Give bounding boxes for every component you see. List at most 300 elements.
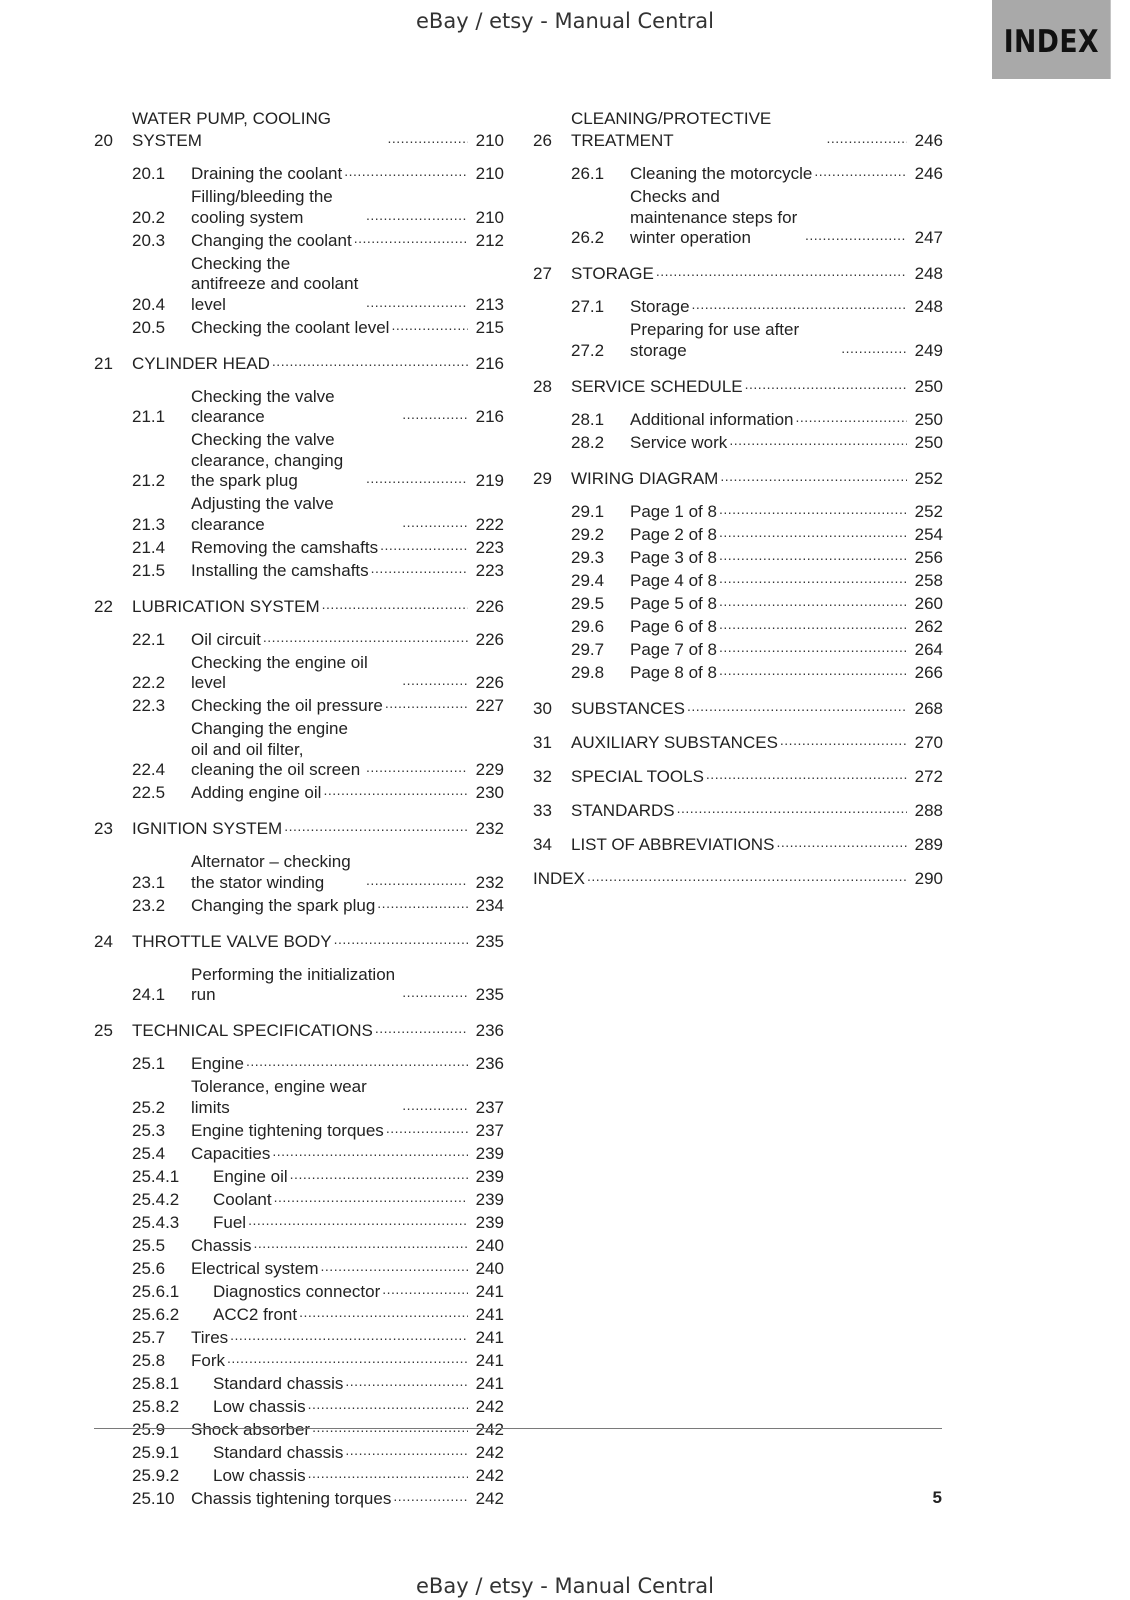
section-number: 25.4.1: [132, 1166, 180, 1186]
page-ref: 240: [475, 1235, 504, 1255]
leader-dots: [354, 228, 468, 249]
section-number: 29.2: [571, 524, 605, 544]
page-ref: 248: [914, 264, 943, 283]
section-title: Page 5 of 8: [630, 593, 717, 613]
chapter-title: AUXILIARY SUBSTANCES: [571, 732, 778, 752]
toc-chapter[interactable]: [94, 596, 504, 618]
page-ref: 246: [914, 131, 943, 150]
section-title: Filling/bleeding the cooling system: [191, 187, 333, 227]
section-number: 26.2: [571, 228, 605, 247]
section-number: 28.2: [571, 432, 605, 452]
leader-dots: [375, 1017, 468, 1039]
page-ref: 239: [475, 1212, 504, 1232]
toc-section[interactable]: [132, 653, 504, 697]
page-ref: 246: [914, 164, 943, 183]
watermark-bottom: eBay / etsy - Manual Central: [416, 1574, 714, 1598]
section-number: 20.3: [132, 230, 166, 250]
toc-section[interactable]: [132, 231, 504, 254]
page-ref: 236: [475, 1021, 504, 1040]
section-title: Electrical system: [191, 1258, 319, 1278]
leader-dots: [382, 1279, 468, 1300]
section-number: 20.1: [132, 164, 166, 183]
toc-section[interactable]: [571, 320, 943, 364]
leader-dots: [386, 1118, 468, 1139]
chapter-number: 30: [533, 698, 552, 718]
page-ref: 240: [475, 1258, 504, 1278]
section-title: Installing the camshafts: [191, 560, 369, 580]
section-title: Coolant: [213, 1189, 272, 1209]
page-ref: 254: [914, 524, 943, 544]
section-number: 29.1: [571, 501, 605, 521]
section-title: Adding engine oil: [191, 783, 322, 802]
section-title: Chassis: [191, 1235, 252, 1255]
page-ref: 262: [914, 616, 943, 636]
section-number: 21.5: [132, 560, 166, 580]
section-number: 29.3: [571, 547, 605, 567]
page-ref: 252: [914, 501, 943, 521]
chapter-number: 29: [533, 468, 552, 488]
section-number: 23.2: [132, 895, 166, 915]
section-title: Tires: [191, 1327, 229, 1347]
page-ref: 235: [475, 931, 504, 951]
leader-dots: [841, 338, 907, 359]
section-number: 25.3: [132, 1120, 166, 1140]
section-title: Cleaning the motorcycle: [630, 164, 813, 183]
toc-section[interactable]: [132, 896, 504, 919]
chapter-number: 20: [94, 131, 113, 150]
toc-section[interactable]: [132, 318, 504, 341]
toc-section[interactable]: [132, 1077, 504, 1121]
leader-dots: [227, 1348, 468, 1369]
leader-dots: [380, 535, 468, 556]
page-ref: 222: [475, 514, 504, 534]
toc-section[interactable]: [132, 965, 504, 1009]
toc-section[interactable]: [132, 561, 504, 584]
section-title: Checking the antifreeze and coolant level: [191, 253, 359, 314]
leader-dots: [312, 1417, 468, 1438]
page-ref: 256: [914, 547, 943, 567]
section-number: 25.4: [132, 1143, 166, 1163]
leader-dots: [706, 763, 907, 785]
section-title: Chassis tightening torques: [191, 1488, 392, 1508]
toc-chapter[interactable]: [94, 109, 504, 152]
section-number: 22.2: [132, 673, 166, 692]
toc-section[interactable]: [132, 164, 504, 187]
leader-dots: [745, 373, 907, 395]
section-title: Fork: [191, 1350, 225, 1370]
page-ref: 215: [475, 317, 504, 337]
section-number: 29.6: [571, 616, 605, 636]
leader-dots: [385, 693, 468, 714]
toc-chapter[interactable]: [94, 353, 504, 375]
leader-dots: [677, 797, 907, 819]
toc-chapter[interactable]: [94, 818, 504, 840]
section-number: 25.1: [132, 1054, 166, 1073]
page-ref: 250: [914, 376, 943, 396]
leader-dots: [284, 815, 468, 837]
page-ref: 242: [475, 1396, 504, 1416]
section-number: 25.9.1: [132, 1442, 180, 1462]
chapter-number: 33: [533, 800, 552, 820]
page-ref: 242: [475, 1442, 504, 1462]
section-title: Page 4 of 8: [630, 570, 717, 590]
section-title: Page 1 of 8: [630, 501, 717, 521]
section-number: 28.1: [571, 409, 605, 429]
page-ref: 236: [475, 1054, 504, 1073]
section-title: Engine: [191, 1054, 244, 1073]
chapter-number: 23: [94, 819, 113, 838]
toc-chapter[interactable]: [533, 109, 943, 152]
section-title: Low chassis: [213, 1396, 306, 1416]
leader-dots: [805, 225, 907, 246]
section-number: 21.1: [132, 407, 166, 426]
chapter-title: LUBRICATION SYSTEM: [132, 596, 320, 616]
chapter-number: 28: [533, 376, 552, 396]
page-ref: 241: [475, 1281, 504, 1301]
page-ref: 223: [475, 537, 504, 557]
section-title: Changing the spark plug: [191, 895, 376, 915]
toc-section[interactable]: [132, 1489, 504, 1512]
leader-dots: [814, 161, 907, 182]
toc-section[interactable]: [132, 1054, 504, 1077]
section-number: 25.8.2: [132, 1396, 180, 1416]
section-number: 20.5: [132, 317, 166, 337]
toc-chapter[interactable]: [533, 834, 943, 856]
leader-dots: [393, 1486, 468, 1507]
section-title: Service work: [630, 432, 728, 452]
leader-dots: [366, 205, 468, 226]
page-ref: 288: [914, 800, 943, 820]
leader-dots: [299, 1302, 468, 1323]
toc-chapter[interactable]: [533, 468, 943, 490]
toc-chapter[interactable]: [94, 1020, 504, 1042]
chapter-title: TECHNICAL SPECIFICATIONS: [132, 1021, 373, 1040]
section-number: 25.2: [132, 1097, 166, 1117]
page-ref: 232: [475, 872, 504, 892]
section-title: Checking the valve clearance, changing the spark plug: [191, 430, 344, 490]
toc-section[interactable]: [132, 254, 504, 318]
section-title: Performing the initialization run: [191, 964, 396, 1004]
page-ref: 242: [475, 1419, 504, 1439]
leader-dots: [323, 780, 468, 801]
page-ref: 241: [475, 1327, 504, 1347]
leader-dots: [334, 928, 468, 950]
page-ref: 229: [475, 760, 504, 779]
chapter-title: LIST OF ABBREVIATIONS: [571, 834, 775, 854]
page-ref: 241: [475, 1350, 504, 1370]
toc-section[interactable]: [132, 494, 504, 538]
leader-dots: [366, 757, 468, 778]
section-title: Page 2 of 8: [630, 524, 717, 544]
leader-dots: [388, 127, 469, 149]
section-title: Capacities: [191, 1143, 271, 1163]
leader-dots: [290, 1164, 468, 1185]
page-ref: 266: [914, 662, 943, 682]
leader-dots: [656, 260, 907, 282]
page-ref: 210: [475, 131, 504, 150]
leader-dots: [719, 591, 907, 612]
section-title: Checking the engine oil level: [191, 652, 368, 692]
page-ref: 234: [475, 895, 504, 915]
watermark-top: eBay / etsy - Manual Central: [416, 9, 714, 33]
section-number: 21.2: [132, 471, 166, 490]
page-ref: 239: [475, 1189, 504, 1209]
section-title: Changing the engine oil and oil filter, cleaning the oil screen: [191, 719, 361, 779]
page-ref: 232: [475, 819, 504, 838]
section-title: Page 6 of 8: [630, 616, 717, 636]
section-title: Fuel: [213, 1212, 247, 1232]
page-ref: 249: [914, 340, 943, 360]
leader-dots: [272, 350, 468, 372]
section-number: 25.10: [132, 1488, 175, 1508]
section-title: Additional information: [630, 409, 794, 429]
chapter-number: 24: [94, 931, 113, 951]
chapter-title: WIRING DIAGRAM: [571, 468, 719, 488]
page-ref: 237: [475, 1120, 504, 1140]
section-number: 25.9: [132, 1419, 166, 1439]
leader-dots: [776, 831, 907, 853]
toc-section[interactable]: [132, 696, 504, 719]
page-ref: 272: [914, 766, 943, 786]
section-title: Removing the camshafts: [191, 537, 379, 557]
leader-dots: [720, 465, 907, 487]
toc-section[interactable]: [571, 297, 943, 320]
page-ref: 248: [914, 297, 943, 316]
leader-dots: [719, 522, 907, 543]
section-title: Shock absorber: [191, 1419, 311, 1439]
leader-dots: [344, 161, 468, 182]
page-ref: 226: [475, 673, 504, 692]
section-number: 25.6.1: [132, 1281, 180, 1301]
leader-dots: [402, 404, 468, 425]
page-ref: 250: [914, 432, 943, 452]
page-ref: 242: [475, 1488, 504, 1508]
section-number: 22.4: [132, 760, 166, 779]
section-number: 23.1: [132, 872, 166, 892]
page-ref: 264: [914, 639, 943, 659]
section-number: 25.4.2: [132, 1189, 180, 1209]
toc-section[interactable]: [132, 783, 504, 806]
section-title: Checks and maintenance steps for winter operation: [630, 187, 798, 247]
chapter-number: 34: [533, 834, 552, 854]
section-title: Changing the coolant: [191, 230, 352, 250]
footer-rule: [94, 1428, 942, 1429]
leader-dots: [402, 1095, 468, 1116]
section-title: Alternator – checking the stator winding: [191, 852, 351, 892]
toc-chapter[interactable]: [533, 800, 943, 822]
toc-section[interactable]: [132, 187, 504, 231]
section-number: 25.8.1: [132, 1373, 180, 1393]
section-number: 25.7: [132, 1327, 166, 1347]
section-number: 29.5: [571, 593, 605, 613]
page-ref: 219: [475, 471, 504, 490]
section-title: Engine oil: [213, 1166, 288, 1186]
leader-dots: [719, 614, 907, 635]
leader-dots: [253, 1233, 468, 1254]
chapter-number: 25: [94, 1021, 113, 1040]
page-ref: 252: [914, 468, 943, 488]
page-number: 5: [932, 1488, 942, 1507]
toc-chapter[interactable]: [94, 931, 504, 953]
chapter-title: STANDARDS: [571, 800, 675, 820]
toc-chapter[interactable]: [533, 263, 943, 285]
section-number: 25.8: [132, 1350, 166, 1370]
toc-section[interactable]: [571, 187, 943, 251]
section-number: 29.8: [571, 662, 605, 682]
toc-section[interactable]: [132, 630, 504, 653]
chapter-number: 32: [533, 766, 552, 786]
leader-dots: [263, 627, 468, 648]
page-ref: 268: [914, 698, 943, 718]
section-number: 25.5: [132, 1235, 166, 1255]
page-ref: 210: [475, 207, 504, 227]
page-ref: 242: [475, 1465, 504, 1485]
leader-dots: [274, 1187, 468, 1208]
page-ref: 237: [475, 1097, 504, 1117]
leader-dots: [587, 865, 907, 887]
section-title: Page 8 of 8: [630, 662, 717, 682]
chapter-title: IGNITION SYSTEM: [132, 819, 283, 838]
toc-section[interactable]: [132, 387, 504, 431]
page-ref: 226: [475, 629, 504, 649]
toc-left-column: [94, 109, 504, 1512]
toc-right-column: [533, 109, 943, 902]
page-ref: 227: [475, 696, 504, 715]
section-number: 29.4: [571, 570, 605, 590]
page-ref: 241: [475, 1304, 504, 1324]
leader-dots: [719, 568, 907, 589]
page-ref: 230: [475, 783, 504, 802]
toc-chapter[interactable]: [533, 732, 943, 754]
section-title: Checking the valve clearance: [191, 386, 335, 426]
section-number: 27.2: [571, 340, 605, 360]
section-number: 22.5: [132, 783, 166, 802]
leader-dots: [321, 1256, 468, 1277]
section-number: 22.3: [132, 696, 166, 715]
section-title: Checking the oil pressure: [191, 696, 383, 715]
page-ref: 212: [475, 230, 504, 250]
toc-section[interactable]: [132, 430, 504, 494]
leader-dots: [402, 512, 468, 533]
section-title: Draining the coolant: [191, 164, 343, 183]
chapter-title: WATER PUMP, COOLING SYSTEM: [132, 109, 331, 150]
toc-chapter[interactable]: [533, 766, 943, 788]
leader-dots: [780, 729, 907, 751]
section-number: 25.6.2: [132, 1304, 180, 1324]
chapter-title: CLEANING/PROTECTIVE TREATMENT: [571, 109, 772, 150]
leader-dots: [248, 1210, 468, 1231]
page-ref: 239: [475, 1166, 504, 1186]
leader-dots: [719, 637, 907, 658]
section-title: Adjusting the valve clearance: [191, 494, 334, 534]
leader-dots: [719, 545, 907, 566]
page-ref: 260: [914, 593, 943, 613]
page-ref: 247: [914, 228, 943, 247]
toc-index-entry[interactable]: [533, 868, 943, 890]
page-ref: 239: [475, 1143, 504, 1163]
section-number: 27.1: [571, 297, 605, 316]
section-number: 26.1: [571, 164, 605, 183]
page-ref: 241: [475, 1373, 504, 1393]
section-number: 21.3: [132, 514, 166, 534]
leader-dots: [827, 127, 908, 149]
leader-dots: [402, 670, 468, 691]
section-number: 29.7: [571, 639, 605, 659]
section-number: 20.4: [132, 294, 166, 314]
toc-section[interactable]: [571, 663, 943, 686]
leader-dots: [729, 430, 907, 451]
chapter-title: SUBSTANCES: [571, 698, 685, 718]
section-number: 22.1: [132, 629, 166, 649]
chapter-title: CYLINDER HEAD: [132, 353, 270, 373]
page-ref: 213: [475, 294, 504, 314]
chapter-number: 26: [533, 131, 552, 150]
toc-section[interactable]: [132, 852, 504, 896]
page-ref: 289: [914, 834, 943, 854]
leader-dots: [308, 1394, 468, 1415]
leader-dots: [692, 294, 907, 315]
leader-dots: [322, 593, 468, 615]
leader-dots: [795, 407, 907, 428]
chapter-title: THROTTLE VALVE BODY: [132, 931, 332, 951]
leader-dots: [719, 660, 907, 681]
leader-dots: [308, 1463, 468, 1484]
section-number: 25.4.3: [132, 1212, 180, 1232]
section-title: Storage: [630, 297, 690, 316]
chapter-title: SPECIAL TOOLS: [571, 766, 704, 786]
leader-dots: [366, 468, 468, 489]
section-number: 20.2: [132, 207, 166, 227]
leader-dots: [366, 870, 468, 891]
section-title: Page 3 of 8: [630, 547, 717, 567]
page-ref: 226: [475, 596, 504, 616]
leader-dots: [377, 893, 468, 914]
leader-dots: [402, 982, 468, 1003]
chapter-number: 22: [94, 596, 113, 616]
page-ref: 216: [475, 407, 504, 426]
section-title: Tolerance, engine wear limits: [191, 1077, 367, 1117]
section-number: 25.9.2: [132, 1465, 180, 1485]
section-title: Oil circuit: [191, 629, 261, 649]
section-title: Checking the coolant level: [191, 317, 390, 337]
toc-chapter[interactable]: [533, 698, 943, 720]
leader-dots: [345, 1371, 468, 1392]
chapter-title: STORAGE: [571, 264, 654, 283]
toc-section[interactable]: [571, 433, 943, 456]
section-title: Standard chassis: [213, 1442, 344, 1462]
leader-dots: [345, 1440, 468, 1461]
section-title: Engine tightening torques: [191, 1120, 384, 1140]
toc-section[interactable]: [132, 719, 504, 783]
leader-dots: [371, 558, 468, 579]
toc-section[interactable]: [571, 164, 943, 187]
section-number: 21.4: [132, 537, 166, 557]
section-number: 25.6: [132, 1258, 166, 1278]
page-ref: 210: [475, 164, 504, 183]
section-title: Diagnostics connector: [213, 1281, 381, 1301]
page-ref: 250: [914, 409, 943, 429]
chapter-number: 21: [94, 353, 113, 373]
section-title: ACC2 front: [213, 1304, 298, 1324]
leader-dots: [230, 1325, 468, 1346]
section-title: Preparing for use after storage: [630, 320, 800, 360]
toc-chapter[interactable]: [533, 376, 943, 398]
index-tab: INDEX: [992, 0, 1111, 79]
chapter-number: 31: [533, 732, 552, 752]
page-ref: 258: [914, 570, 943, 590]
section-title: Standard chassis: [213, 1373, 344, 1393]
chapter-title: SERVICE SCHEDULE: [571, 376, 743, 396]
